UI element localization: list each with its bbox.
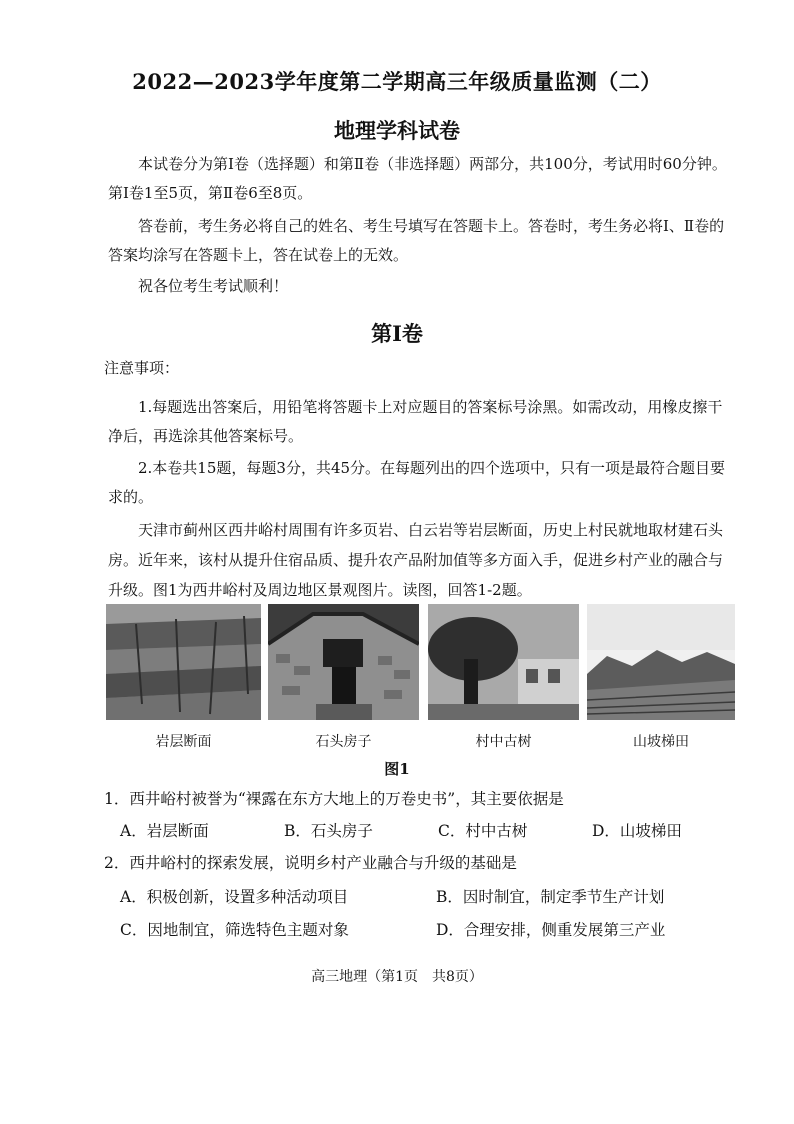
q1-option-a: A．岩层断面	[120, 822, 209, 840]
photo-hillside-terraces	[587, 604, 735, 720]
intro-paragraph-1: 本试卷分为第Ⅰ卷（选择题）和第Ⅱ卷（非选择题）两部分，共100分，考试用时60分钟。第Ⅰ卷1至5页，第Ⅱ卷6至8页。	[108, 155, 727, 202]
note-2: 2.本卷共15题，每题3分，共45分。在每题列出的四个选项中，只有一项是最符合题目要求的。	[108, 459, 726, 506]
page-footer: 高三地理（第1页 共8页）	[311, 969, 483, 985]
passage-text: 天津市蓟州区西井峪村周围有许多页岩、白云岩等岩层断面，历史上村民就地取材建石头房。近年来，该村从提升住宿品质、提升农产品附加值等多方面入手，促进乡村产业的融合与升级。图1为西井峪村及周边地区景观图片。读图，回答1-2题。	[108, 521, 724, 599]
question-2-stem: 2．西井峪村的探索发展，说明乡村产业融合与升级的基础是	[104, 854, 517, 872]
photo-ancient-tree	[428, 604, 579, 720]
caption-ancient-tree: 村中古树	[475, 734, 532, 750]
intro-paragraph-2: 答卷前，考生务必将自己的姓名、考生号填写在答题卡上。答卷时，考生务必将Ⅰ、Ⅱ卷的答案均涂写在答题卡上，答在试卷上的无效。	[108, 217, 725, 264]
q1-option-b: B．石头房子	[284, 822, 373, 840]
caption-stone-house: 石头房子	[315, 734, 372, 750]
photo-stone-house	[268, 604, 419, 720]
section-title: 第Ⅰ卷	[371, 321, 423, 346]
q1-option-c: C．村中古树	[438, 822, 528, 840]
intro-paragraph-3: 祝各位考生考试顺利！	[138, 277, 289, 295]
question-1-stem: 1．西井峪村被誉为“裸露在东方大地上的万卷史书”，其主要依据是	[104, 790, 564, 808]
note-1: 1.每题选出答案后，用铅笔将答题卡上对应题目的答案标号涂黑。如需改动，用橡皮擦干净后，再选涂其他答案标号。	[108, 398, 723, 445]
q2-option-a: A．积极创新，设置多种活动项目	[120, 888, 349, 906]
q1-option-d: D．山坡梯田	[592, 822, 682, 840]
exam-title: 2022—2023学年度第二学期高三年级质量监测（二）	[132, 69, 662, 94]
exam-subtitle: 地理学科试卷	[334, 118, 460, 143]
figure-label: 图1	[384, 760, 410, 778]
q2-option-d: D．合理安排，侧重发展第三产业	[436, 921, 666, 939]
q2-option-b: B．因时制宜，制定季节生产计划	[436, 888, 665, 906]
notes-heading: 注意事项：	[104, 359, 180, 377]
q2-option-c: C．因地制宜，筛选特色主题对象	[120, 921, 349, 939]
caption-rock-layers: 岩层断面	[155, 734, 212, 750]
caption-hillside-terraces: 山坡梯田	[633, 734, 689, 750]
photo-rock-layers	[106, 604, 261, 720]
